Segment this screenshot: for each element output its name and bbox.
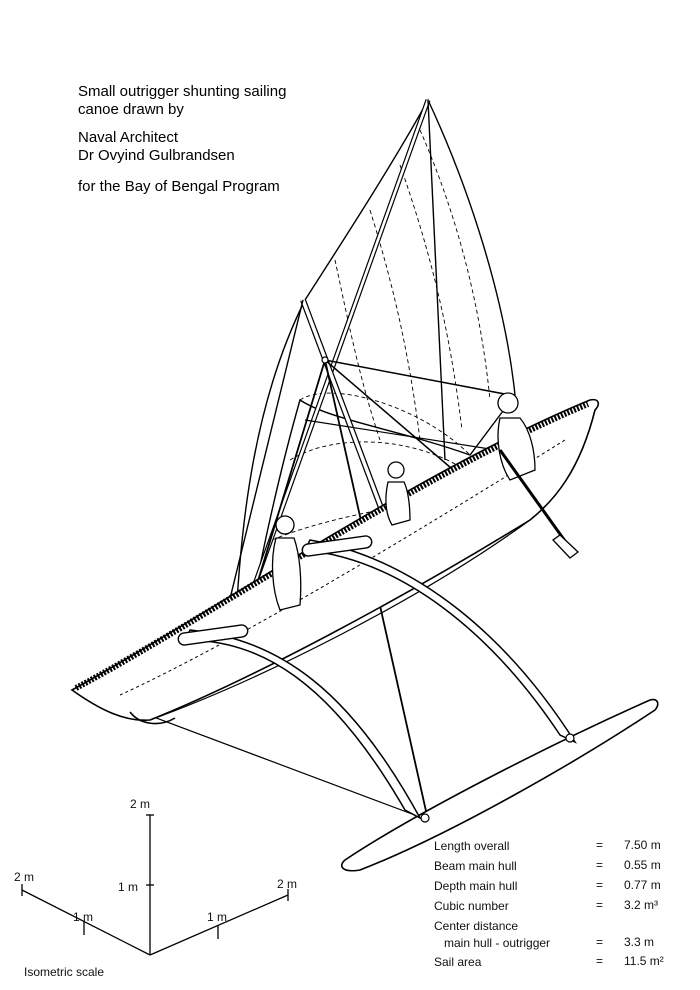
caption-line-3: Naval Architect [78, 129, 179, 146]
spec-label: Sail area [434, 955, 482, 969]
isometric-scale [22, 815, 288, 955]
scale-label-left-2m: 2 m [14, 870, 35, 884]
caption-line-2: canoe drawn by [78, 101, 184, 118]
spec-equals: = [596, 935, 604, 949]
spec-label: Beam main hull [434, 859, 517, 873]
spec-label: Depth main hull [434, 879, 518, 893]
spec-label: Center distance [434, 919, 519, 933]
scale-title: Isometric scale [24, 965, 105, 979]
spec-equals: = [596, 954, 604, 968]
spec-equals: = [596, 898, 604, 912]
spec-equals: = [596, 858, 604, 872]
spec-value: 3.3 m [624, 935, 655, 949]
spec-label: Length overall [434, 839, 510, 853]
crew-member-mid [386, 462, 410, 525]
caption-line-5: for the Bay of Bengal Program [78, 178, 280, 195]
scale-label-right-1m: 1 m [207, 910, 228, 924]
caption-line-1: Small outrigger shunting sailing [78, 83, 287, 100]
spec-value: 0.55 m [624, 858, 661, 872]
scale-label-right-2m: 2 m [277, 877, 298, 891]
spec-value: 11.5 m² [624, 954, 664, 968]
spec-value: 3.2 m³ [624, 898, 659, 912]
spec-equals: = [596, 838, 604, 852]
spec-sublabel: main hull - outrigger [444, 936, 551, 950]
spec-equals: = [596, 878, 604, 892]
scale-label-left-1m: 1 m [73, 910, 94, 924]
spec-value: 7.50 m [624, 838, 661, 852]
spec-value: 0.77 m [624, 878, 661, 892]
caption-line-4: Dr Ovyind Gulbrandsen [78, 147, 235, 164]
scale-label-vertical-1m: 1 m [118, 880, 139, 894]
spec-label: Cubic number [434, 899, 509, 913]
scale-label-vertical-2m: 2 m [130, 797, 151, 811]
